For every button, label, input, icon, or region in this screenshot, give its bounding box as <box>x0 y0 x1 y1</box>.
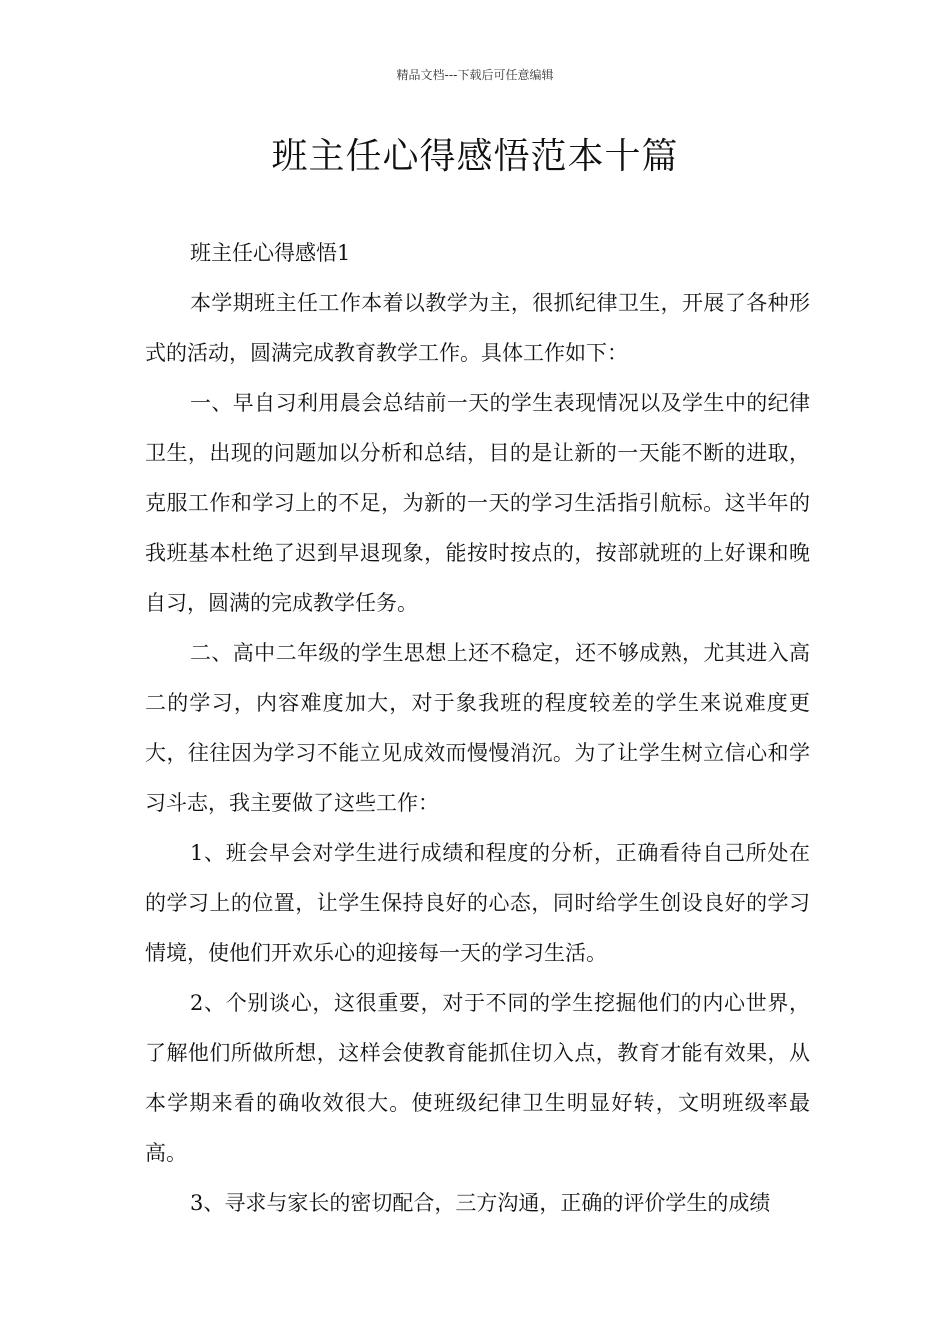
paragraph-point-1: 一、早自习利用晨会总结前一天的学生表现情况以及学生中的纪律卫生，出现的问题加以分析和总结，目的是让新的一天能不断的进取，克服工作和学习上的不足，为新的一天的学习生活指引航标。这半年的我班基本杜绝了迟到早退现象，能按时按点的，按部就班的上好课和晚自习，圆满的完成教学任务。 <box>145 391 810 615</box>
header-note: 精品文档---下载后可任意编辑 <box>396 68 554 82</box>
paragraph-item-2: 2、个别谈心，这很重要，对于不同的学生挖掘他们的内心世界，了解他们所做所想，这样会使教育能抓住切入点，教育才能有效果，从本学期来看的确收效很大。使班级纪律卫生明显好转，文明班级率最高。 <box>145 991 810 1165</box>
paragraph-item-1: 1、班会早会对学生进行成绩和程度的分析，正确看待自己所处在的学习上的位置，让学生保持良好的心态，同时给学生创设良好的学习情境，使他们开欢乐心的迎接每一天的学习生活。 <box>145 841 810 965</box>
document-body <box>145 228 810 1228</box>
document-title: 班主任心得感悟范本十篇 <box>271 136 679 177</box>
paragraph-intro: 本学期班主任工作本着以教学为主，很抓纪律卫生，开展了各种形式的活动，圆满完成教育教学工作。具体工作如下： <box>145 291 810 365</box>
section-heading: 班主任心得感悟1 <box>190 241 351 265</box>
paragraph-point-2: 二、高中二年级的学生思想上还不稳定，还不够成熟，尤其进入高二的学习，内容难度加大，对于象我班的程度较差的学生来说难度更大，往往因为学习不能立见成效而慢慢消沉。为了让学生树立信心和学习斗志，我主要做了这些工作： <box>145 641 810 815</box>
paragraph-item-3: 3、寻求与家长的密切配合，三方沟通，正确的评价学生的成绩 <box>190 1191 771 1215</box>
